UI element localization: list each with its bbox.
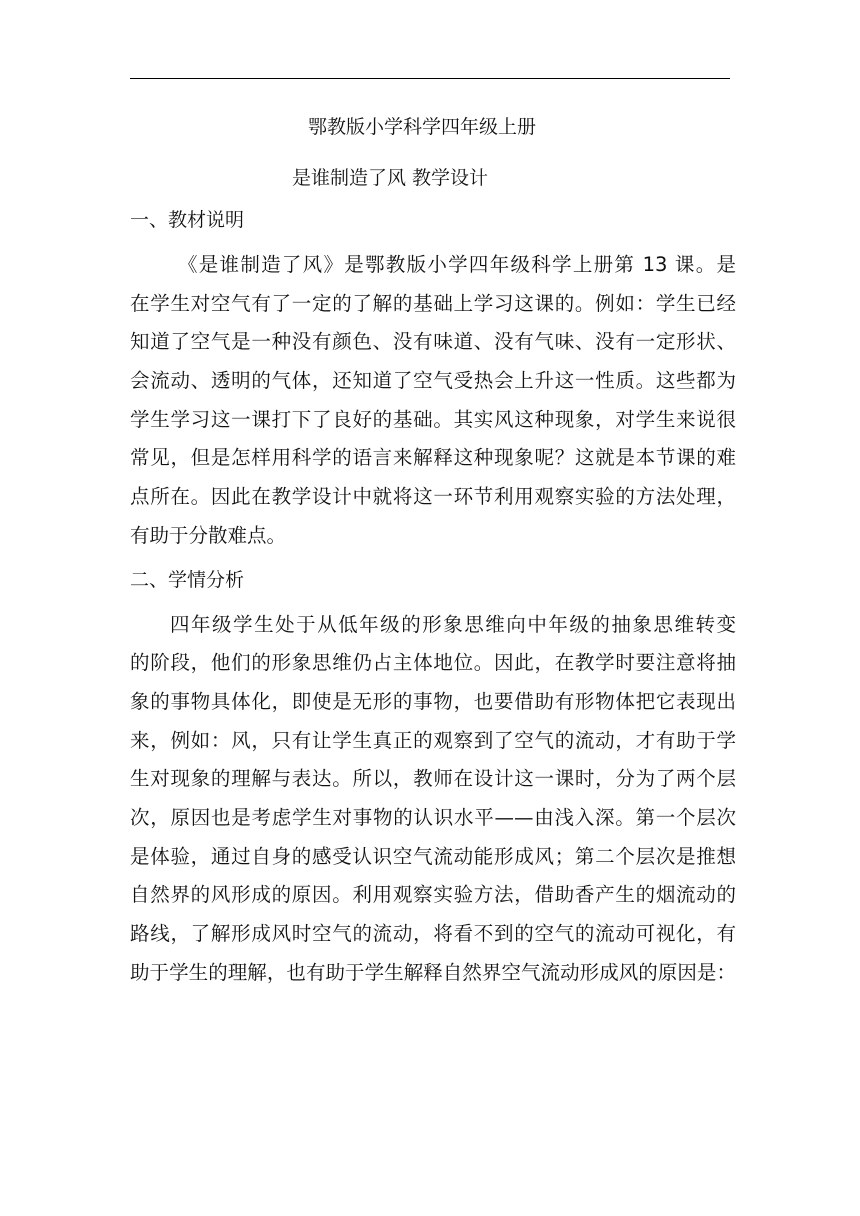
- paragraph-line: 象的事物具体化，即使是无形的事物，也要借助有形物体把它表现出: [130, 689, 736, 713]
- document-body: [130, 98, 736, 992]
- document-title-line-1: 鄂教版小学科学四年级上册: [308, 116, 537, 138]
- paragraph-line: 有助于分散难点。: [130, 523, 287, 547]
- paragraph-line: 四年级学生处于从低年级的形象思维向中年级的抽象思维转变: [170, 612, 736, 636]
- paragraph-line: 次，原因也是考虑学生对事物的认识水平——由浅入深。第一个层次: [130, 805, 736, 829]
- header-rule: [130, 78, 730, 79]
- document-title-line-2: 是谁制造了风 教学设计: [292, 167, 489, 189]
- section-paragraph-materials: [130, 246, 736, 556]
- paragraph-line: 的阶段，他们的形象思维仍占主体地位。因此，在教学时要注意将抽: [130, 651, 736, 675]
- paragraph-line: 学生学习这一课打下了良好的基础。其实风这种现象，对学生来说很: [130, 407, 736, 431]
- paragraph-line: 生对现象的理解与表达。所以，教师在设计这一课时，分为了两个层: [130, 767, 736, 791]
- paragraph-line: 在学生对空气有了一定的了解的基础上学习这课的。例如：学生已经: [130, 291, 736, 315]
- section-heading-student-analysis: 二、学情分析: [130, 568, 245, 591]
- paragraph-line: 会流动、透明的气体，还知道了空气受热会上升这一性质。这些都为: [130, 369, 736, 393]
- paragraph-line: 知道了空气是一种没有颜色、没有味道、没有气味、没有一定形状、: [130, 330, 736, 354]
- paragraph-line: 来，例如：风，只有让学生真正的观察到了空气的流动，才有助于学: [130, 728, 736, 752]
- paragraph-line: 助于学生的理解，也有助于学生解释自然界空气流动形成风的原因是：: [130, 960, 736, 984]
- paragraph-line: 常见，但是怎样用科学的语言来解释这种现象呢？这就是本节课的难: [130, 446, 736, 470]
- section-paragraph-student-analysis: [130, 606, 736, 993]
- paragraph-line: 自然界的风形成的原因。利用观察实验方法，借助香产生的烟流动的: [130, 883, 736, 907]
- paragraph-line: 是体验，通过自身的感受认识空气流动能形成风；第二个层次是推想: [130, 844, 736, 868]
- paragraph-line: 路线，了解形成风时空气的流动，将看不到的空气的流动可视化，有: [130, 922, 736, 945]
- section-heading-materials: 一、教材说明: [130, 209, 245, 231]
- paragraph-line: 点所在。因此在教学设计中就将这一环节利用观察实验的方法处理，: [130, 485, 736, 509]
- paragraph-line: 《是谁制造了风》是鄂教版小学四年级科学上册第 13 课。是: [178, 253, 736, 276]
